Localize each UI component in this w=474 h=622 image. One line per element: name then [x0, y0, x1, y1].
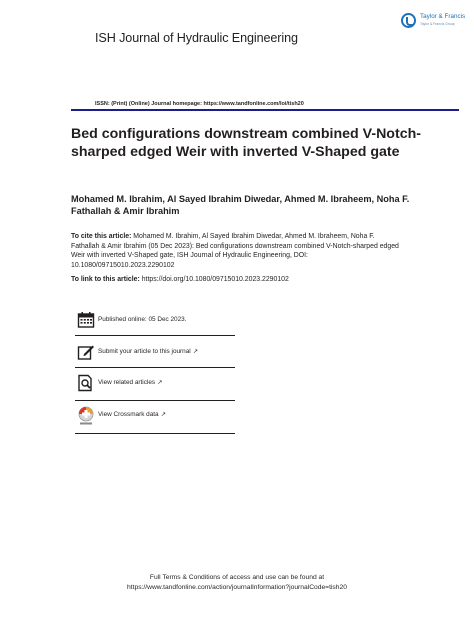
calendar-icon [77, 311, 95, 329]
item-divider [75, 433, 235, 434]
article-title: Bed configurations downstream combined V-Notch-sharped edged Weir with inverted V-Shaped gate [71, 126, 421, 160]
item-divider [75, 400, 235, 401]
published-online-text: Published online: 05 Dec 2023. [98, 316, 187, 323]
published-online-row [75, 311, 235, 337]
citation-label: To cite this article: [71, 233, 132, 240]
submit-article-link[interactable] [98, 348, 198, 355]
citation-block [71, 232, 401, 270]
footer-terms-url[interactable]: https://www.tandfonline.com/action/journalInformation?journalCode=tish20 [127, 583, 347, 591]
article-doi-link[interactable]: https://doi.org/10.1080/09715010.2023.2290102 [141, 276, 289, 283]
submit-article-row[interactable] [75, 343, 235, 369]
publisher-name: Taylor & Francis [420, 13, 466, 20]
view-related-icon [77, 374, 95, 392]
publisher-logo-icon [401, 13, 416, 28]
view-related-label: View related articles [98, 379, 156, 386]
external-link-icon: ↗ [192, 348, 198, 355]
crossmark-link[interactable] [98, 411, 166, 418]
footer-terms [0, 573, 474, 592]
crossmark-label: View Crossmark data [98, 411, 159, 418]
publisher-logo[interactable] [401, 12, 466, 30]
crossmark-row[interactable] [75, 406, 235, 432]
header-divider [71, 109, 459, 111]
submit-edit-icon [77, 343, 95, 361]
crossmark-icon [77, 406, 95, 424]
issn-homepage-line[interactable]: ISSN: (Print) (Online) Journal homepage: https://www.tandfonline.com/loi/tish20 [95, 101, 304, 107]
item-divider [75, 335, 235, 336]
footer-terms-line: Full Terms & Conditions of access and use can be found at [149, 574, 325, 581]
view-related-row[interactable] [75, 374, 235, 400]
submit-article-label: Submit your article to this journal [98, 348, 191, 355]
publisher-tagline: Taylor & Francis Group [420, 22, 455, 26]
external-link-icon: ↗ [160, 411, 166, 418]
view-related-link[interactable] [98, 379, 162, 386]
article-link-block [71, 275, 401, 285]
article-link-label: To link to this article: [71, 276, 140, 283]
citation-text: Mohamed M. Ibrahim, Al Sayed Ibrahim Diwedar, Ahmed M. Ibraheem, Noha F. Fathallah & Amir Ibrahim (05 Dec 2023): Bed configurations downstream combined V-Notch-sharped edged Weir with inverted V-Shaped gate, ISH Journal of Hydraulic Engineering, DOI: 10.1080/09715010.2023.2290102 [71, 233, 399, 269]
item-divider [75, 367, 235, 368]
article-authors: Mohamed M. Ibrahim, Al Sayed Ibrahim Diwedar, Ahmed M. Ibraheem, Noha F. Fathallah & Amir Ibrahim [71, 194, 410, 216]
external-link-icon: ↗ [157, 379, 163, 386]
journal-name: ISH Journal of Hydraulic Engineering [95, 31, 298, 45]
